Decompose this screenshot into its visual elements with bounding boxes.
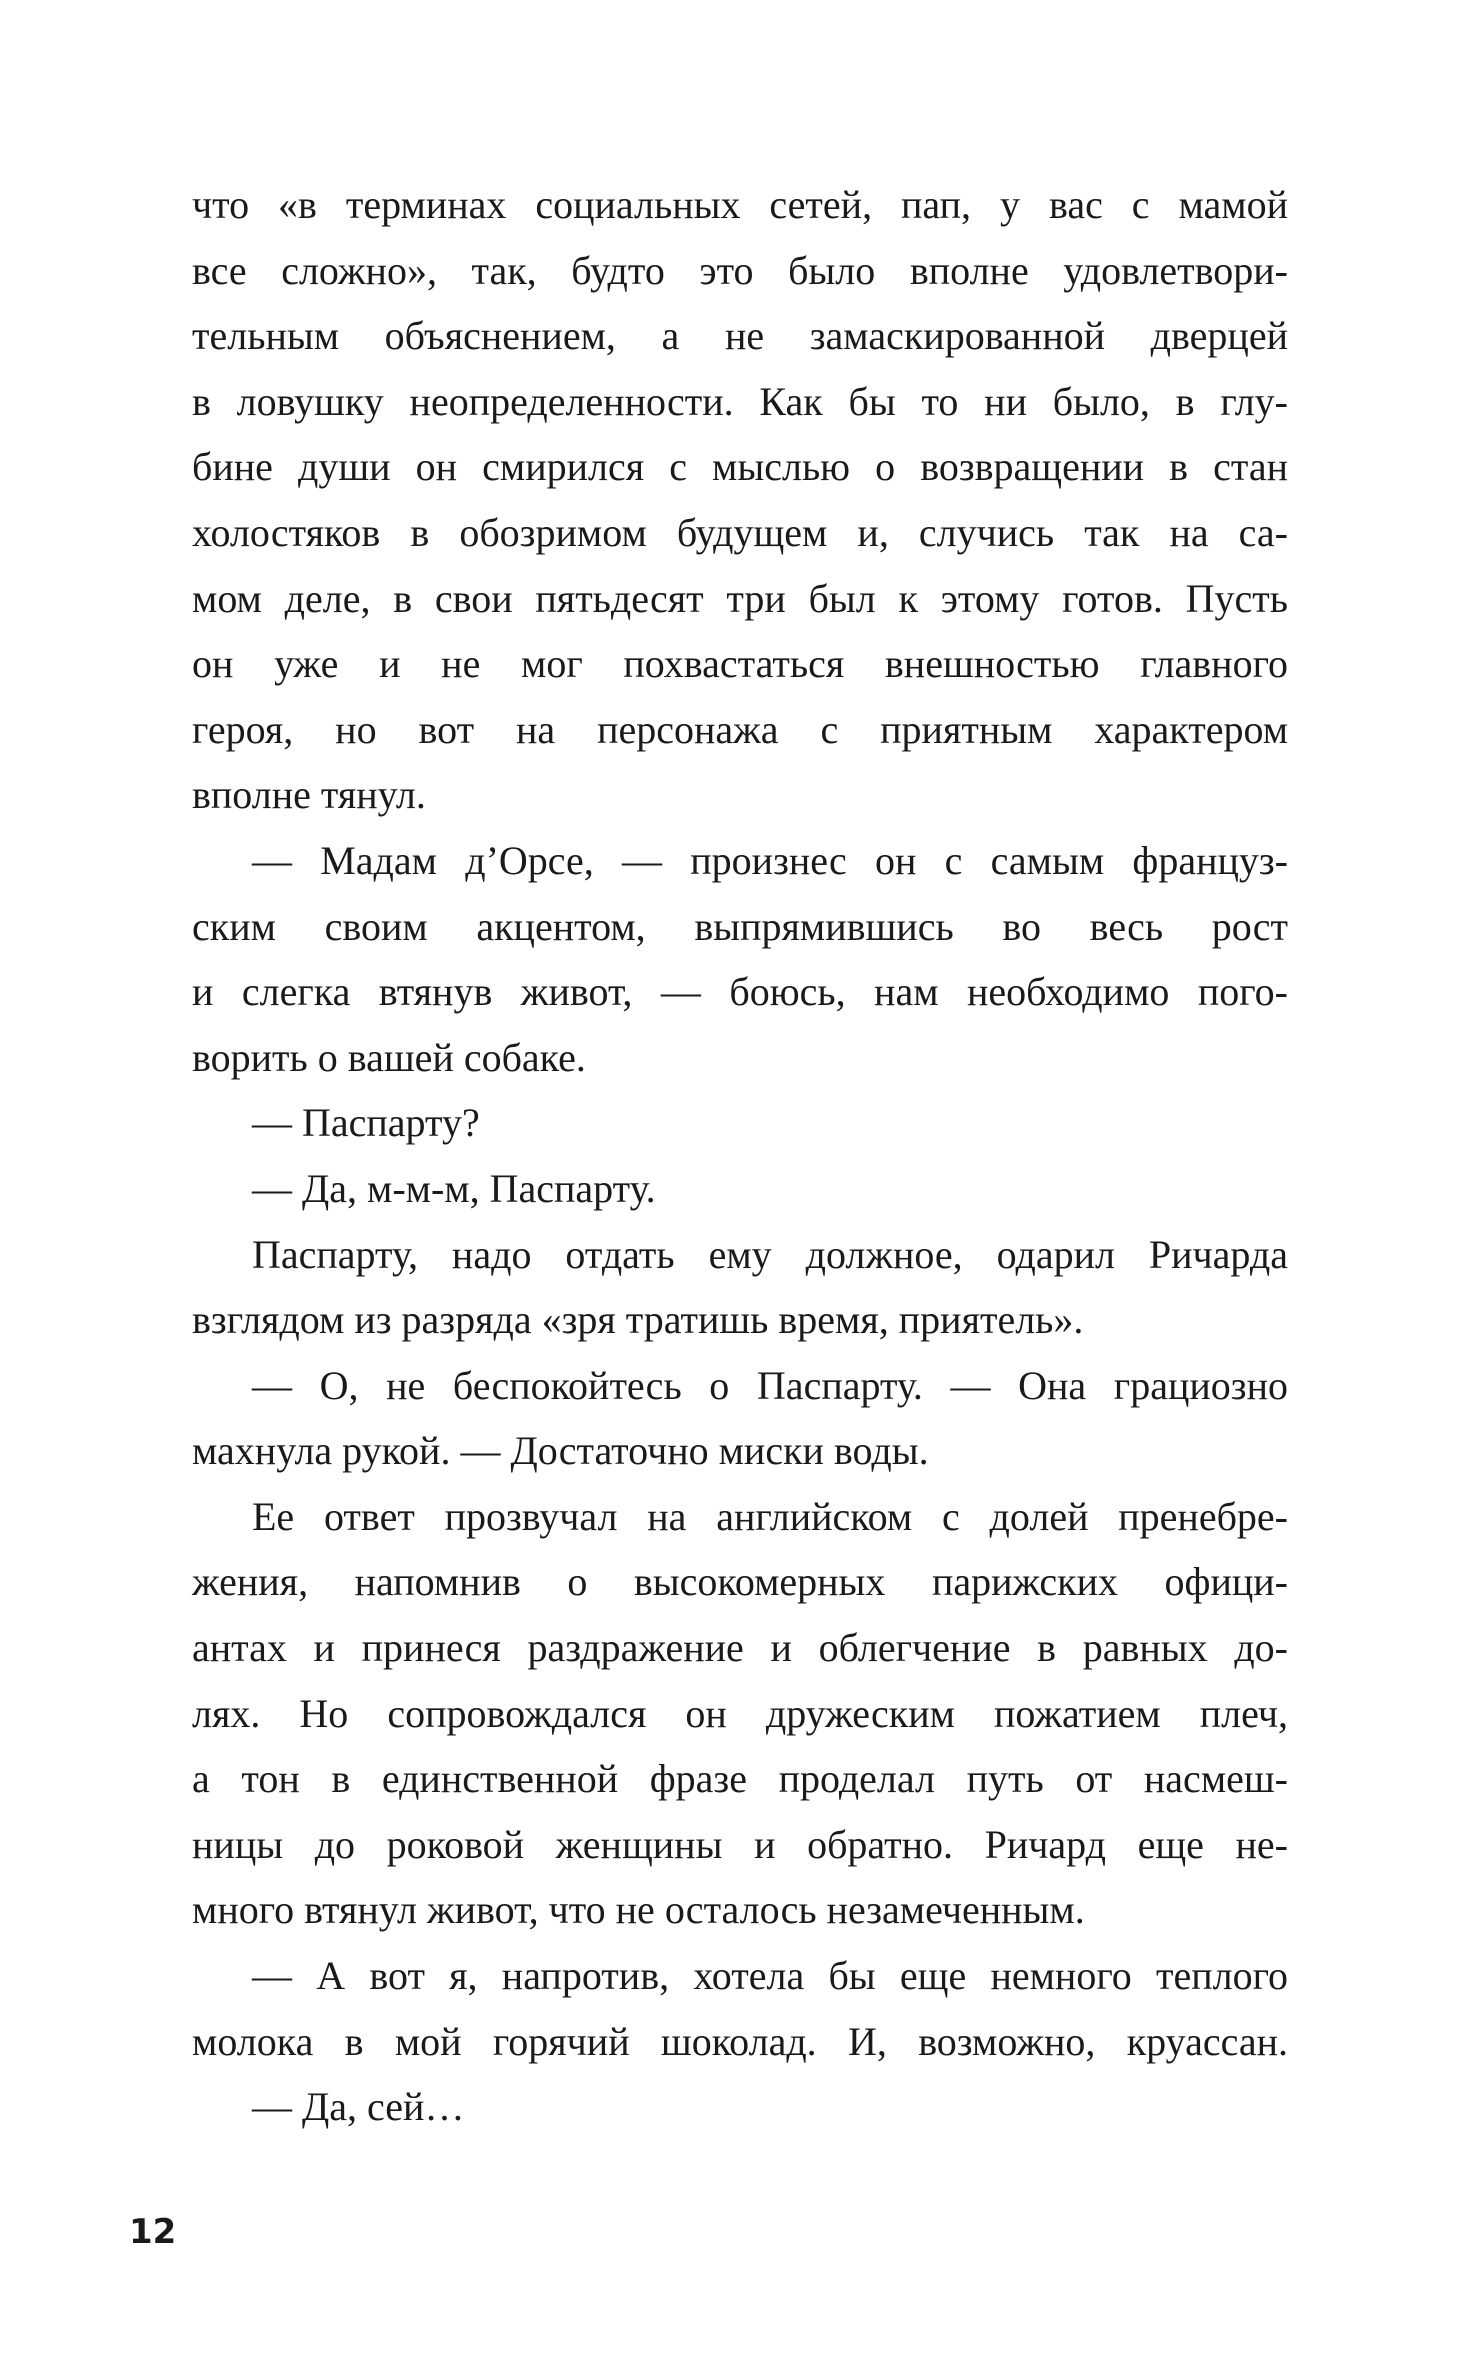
- text-line: ворить о вашей собаке.: [192, 1034, 586, 1080]
- text-line: махнула рукой. — Достаточно миски воды.: [192, 1428, 929, 1474]
- text-line: молока в мой горячий шоколад. И, возможно, круассан.: [192, 2018, 1288, 2064]
- text-line: жения, напомнив о высокомерных парижских офици-: [192, 1559, 1288, 1605]
- text-line: антах и принеся раздражение и облегчение в равных до-: [192, 1625, 1288, 1671]
- text-line: бине души он смирился с мыслью о возвращении в стан: [192, 444, 1288, 490]
- text-line: что «в терминах социальных сетей, пап, у вас с мамой: [192, 182, 1288, 227]
- text-line: ским своим акцентом, выпрямившись во весь рост: [192, 903, 1288, 949]
- text-line: — Мадам д’Орсе, — произнес он с самым француз-: [252, 837, 1288, 883]
- text-line: Ее ответ прозвучал на английском с долей пренебре-: [252, 1493, 1288, 1539]
- page-number: 12: [129, 2212, 177, 2252]
- text-line: вполне тянул.: [192, 772, 426, 818]
- text-line: Паспарту, надо отдать ему должное, одарил Ричарда: [252, 1231, 1288, 1277]
- text-line: много втянул живот, что не осталось незамеченным.: [192, 1887, 1085, 1933]
- text-line: — Паспарту?: [252, 1100, 480, 1146]
- text-line: и слегка втянув живот, — боюсь, нам необходимо пого-: [192, 969, 1288, 1015]
- text-line: героя, но вот на персонажа с приятным характером: [192, 706, 1288, 752]
- text-line: — А вот я, напротив, хотела бы еще немного теплого: [252, 1953, 1288, 1999]
- text-line: — Да, м-м-м, Паспарту.: [252, 1165, 656, 1211]
- text-line: в ловушку неопределенности. Как бы то ни было, в глу-: [192, 378, 1288, 424]
- text-line: — Да, сей…: [252, 2084, 465, 2130]
- text-line: взглядом из разряда «зря тратишь время, приятель».: [192, 1297, 1084, 1343]
- text-line: лях. Но сопровождался он дружеским пожатием плеч,: [192, 1690, 1288, 1736]
- text-line: все сложно», так, будто это было вполне удовлетвори-: [192, 247, 1288, 293]
- text-line: — О, не беспокойтесь о Паспарту. — Она грациозно: [252, 1362, 1288, 1408]
- body-text: [192, 172, 1288, 2140]
- text-line: мом деле, в свои пятьдесят три был к этому готов. Пусть: [192, 575, 1288, 621]
- text-line: он уже и не мог похвастаться внешностью главного: [192, 641, 1288, 687]
- text-line: холостяков в обозримом будущем и, случись так на са-: [192, 509, 1288, 555]
- text-line: а тон в единственной фразе проделал путь от насмеш-: [192, 1756, 1288, 1802]
- text-line: тельным объяснением, а не замаскированной дверцей: [192, 313, 1288, 359]
- text-line: ницы до роковой женщины и обратно. Ричард еще не-: [192, 1821, 1288, 1867]
